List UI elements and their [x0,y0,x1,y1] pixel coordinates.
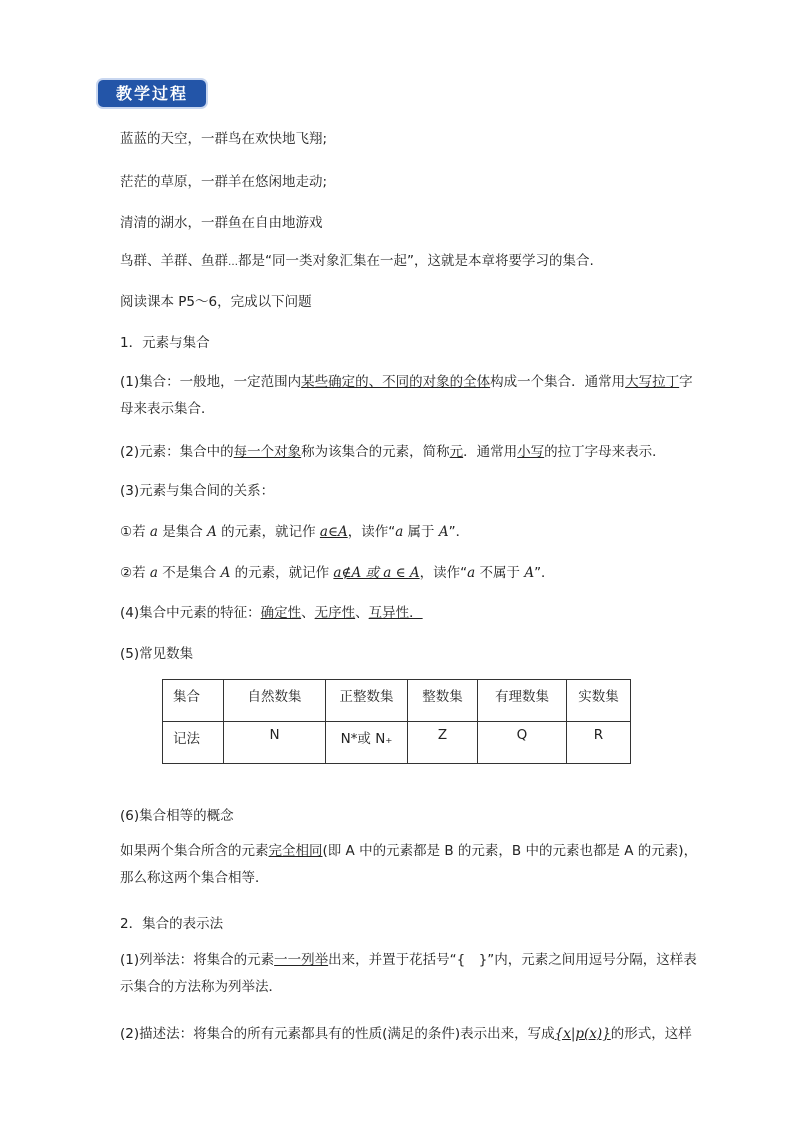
table-cell: Z [408,722,478,764]
table-cell: N [224,722,326,764]
table-cell: Q [478,722,567,764]
char-definiteness: 确定性 [260,605,302,621]
enum-text-b: 出来，并置于花括号“{ }”内，元素之间用逗号分隔，这样表示集合的方法称为列举法． [120,952,697,995]
r2-notation: a∉A 或 a ∈ A [333,565,420,581]
table-header-row [163,680,631,722]
def-elem-text-d: 的拉丁字母来表示． [544,444,666,460]
r2-q1: a [467,565,476,581]
def-elem-key-1: 每一个对象 [233,444,302,460]
definition-set [95,369,702,423]
intro-part-1: 鸟群、羊群、鱼群 [120,253,228,269]
intro-paragraph [120,249,594,269]
table-header-cell: 有理数集 [478,680,567,722]
poem-line-2: 茫茫的草原，一群羊在悠闲地走动; [120,174,328,190]
eq-text-b: (即 A 中的元素都是 B 的元素，B 中的元素也都是 A 的元素)，那么称这两个集合相等． [120,843,698,886]
def-elem-key-3: 小写 [517,444,545,460]
table-cell: R [567,722,631,764]
desc-text-a: (2)描述法：将集合的所有元素都具有的性质(满足的条件)表示出来，写成 [120,1026,555,1042]
intro-part-2: 都是“同一类对象汇集在一起”，这就是本章将要学习的集合. [238,253,594,269]
enum-key: 一一列举 [274,952,329,968]
relation-heading: (3)元素与集合间的关系： [120,483,275,499]
enum-text-a: (1)列举法：将集合的元素 [120,952,275,968]
table-header-cell: 整数集 [408,680,478,722]
table-row [163,722,631,764]
desc-key: {x|p(x)} [554,1026,611,1042]
r2-b: 不是集合 [157,565,221,581]
set-equality-paragraph [95,838,702,892]
char-label: (4)集合中元素的特征： [120,605,261,621]
def-elem-text-a: (2)元素：集合中的 [120,444,234,460]
heading-elements-and-sets: 1．元素与集合 [120,335,210,351]
common-number-sets-heading: (5)常见数集 [120,646,194,662]
description-method [120,1022,692,1042]
def-elem-key-2: 元 [449,444,464,460]
relation-belongs [120,520,469,540]
r2-var-A: A [220,565,231,581]
r2-e: ”． [534,565,555,581]
char-sep-2: 、 [355,605,369,621]
desc-text-b: 的形式，这样 [610,1026,692,1042]
def-elem-text-c: ．通常用 [463,444,518,460]
intro-ellipsis: … [228,257,238,268]
r1-q1: a [395,524,404,540]
char-unorderedness: 无序性 [314,605,356,621]
r1-e: ”． [448,524,470,540]
definition-element [120,440,666,460]
reading-instruction: 阅读课本 P5～6，完成以下问题 [120,294,312,310]
poem-line-1: 蓝蓝的天空，一群鸟在欢快地飞翔; [120,131,328,147]
set-equality-heading: (6)集合相等的概念 [120,808,234,824]
table-cell: N*或 N₊ [326,722,408,764]
r1-var-A: A [207,524,217,540]
number-sets-table [162,679,631,764]
r1-notation: a∈A [319,524,348,540]
table-header-cell: 实数集 [567,680,631,722]
r2-q2: 不属于 [475,565,525,581]
poem-line-3: 清清的湖水，一群鱼在自由地游戏 [120,215,323,231]
r2-d: ，读作“ [419,565,468,581]
r1-b: 是集合 [157,524,208,540]
def-set-text-a: (1)集合：一般地，一定范围内 [120,374,302,390]
section-badge: 教学过程 [98,80,206,107]
r1-var-a: a [149,524,158,540]
table-cell: 记法 [163,722,224,764]
r1-q3: A [438,524,449,540]
eq-text-a: 如果两个集合所含的元素 [120,843,269,859]
r2-a: ②若 [120,565,150,581]
def-set-key-1: 某些确定的、不同的对象的全体 [301,374,491,390]
eq-key: 完全相同 [268,843,323,859]
def-elem-text-b: 称为该集合的元素，简称 [301,444,450,460]
table-header-cell: 正整数集 [326,680,408,722]
char-sep-1: 、 [301,605,315,621]
enumeration-method [95,947,702,1001]
r2-var-a: a [149,565,158,581]
def-set-key-2: 大写拉丁 [625,374,680,390]
element-characteristics [120,601,423,621]
relation-not-belongs [120,561,555,581]
char-distinctness: 互异性． [368,605,423,621]
r1-c: 的元素，就记作 [216,524,320,540]
r1-q2: 属于 [403,524,439,540]
def-set-text-c: 字母来表示集合． [120,374,693,417]
r2-q3: A [524,565,535,581]
r2-c: 的元素，就记作 [230,565,334,581]
def-set-text-b: 构成一个集合．通常用 [490,374,626,390]
table-header-cell: 自然数集 [224,680,326,722]
r1-d: ，读作“ [347,524,396,540]
table-header-cell: 集合 [163,680,224,722]
heading-set-representation: 2．集合的表示法 [120,916,224,932]
r1-a: ①若 [120,524,150,540]
